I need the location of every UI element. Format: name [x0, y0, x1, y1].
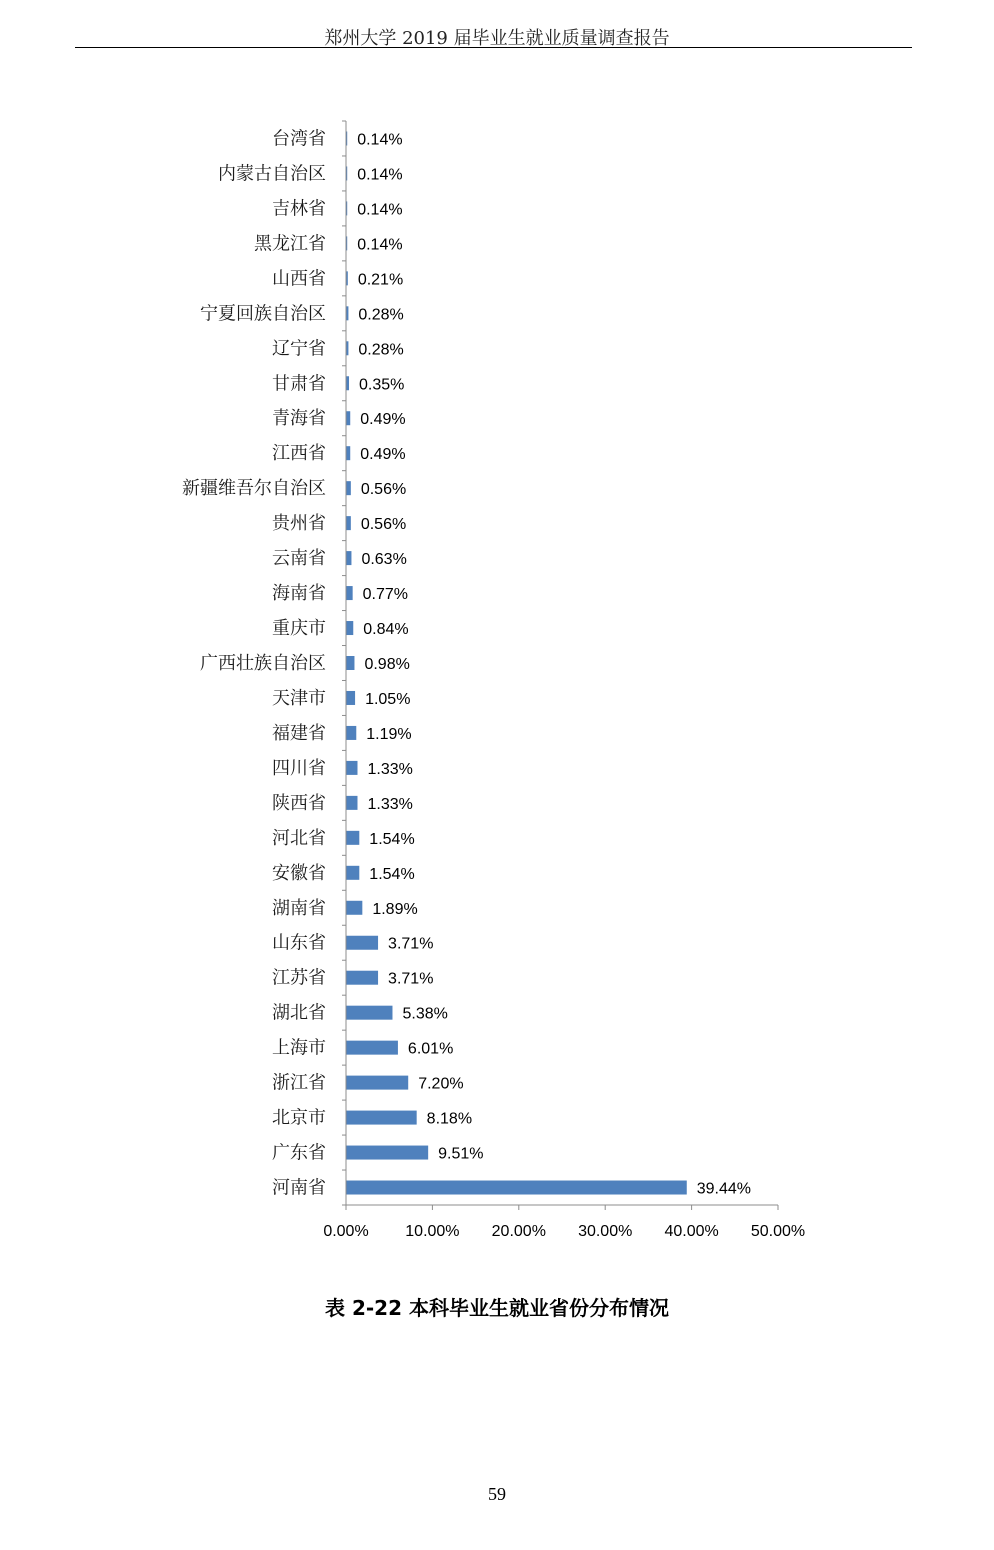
category-label: 云南省	[272, 548, 326, 570]
bar	[346, 446, 350, 460]
category-label: 北京市	[272, 1107, 326, 1129]
category-label: 海南省	[272, 583, 326, 605]
data-label: 0.28%	[358, 306, 404, 324]
data-label: 0.63%	[361, 551, 407, 569]
data-label: 0.49%	[360, 446, 406, 464]
data-label: 1.19%	[366, 725, 412, 743]
category-label: 陕西省	[272, 792, 326, 814]
category-label: 山东省	[272, 932, 326, 954]
category-label: 天津市	[272, 687, 326, 709]
bar	[346, 691, 355, 705]
category-label: 湖南省	[272, 897, 326, 919]
category-label: 重庆市	[272, 618, 326, 640]
data-label: 0.14%	[357, 201, 403, 219]
data-label: 0.28%	[358, 341, 404, 359]
x-tick-label: 30.00%	[578, 1223, 633, 1240]
category-label: 台湾省	[272, 128, 326, 150]
data-label: 3.71%	[388, 935, 434, 953]
x-tick-label: 0.00%	[323, 1223, 369, 1240]
category-label: 辽宁省	[272, 338, 326, 360]
bar	[346, 831, 359, 845]
bar	[346, 901, 362, 915]
axis-layer	[323, 121, 805, 1240]
figure-caption: 表 2-22 本科毕业生就业省份分布情况	[325, 1296, 669, 1320]
bar	[346, 656, 354, 670]
bar	[346, 1076, 408, 1090]
x-tick-label: 40.00%	[664, 1223, 719, 1240]
data-label: 0.84%	[363, 621, 409, 639]
bar	[346, 1181, 687, 1195]
bar	[346, 866, 359, 880]
bar	[346, 1146, 428, 1160]
data-label: 0.35%	[359, 376, 405, 394]
page-number: 59	[488, 1484, 506, 1504]
bar	[346, 1006, 392, 1020]
bar	[346, 621, 353, 635]
category-label: 河南省	[272, 1177, 326, 1199]
category-label: 江苏省	[272, 967, 326, 989]
category-label: 黑龙江省	[254, 233, 326, 255]
category-label: 四川省	[272, 757, 326, 779]
category-label: 广东省	[272, 1142, 326, 1164]
category-label: 贵州省	[272, 513, 326, 535]
data-label: 1.33%	[367, 795, 413, 813]
data-label: 0.21%	[357, 271, 404, 289]
data-label: 5.38%	[402, 1005, 448, 1023]
data-label: 0.14%	[357, 131, 403, 149]
category-label: 浙江省	[272, 1072, 326, 1094]
category-label: 吉林省	[272, 198, 326, 220]
bar	[346, 761, 357, 775]
category-label: 安徽省	[272, 862, 326, 884]
data-label: 0.14%	[357, 166, 403, 184]
data-label: 0.14%	[357, 236, 403, 254]
data-label: 6.01%	[407, 1040, 454, 1058]
category-label: 广西壮族自治区	[200, 653, 326, 674]
bar	[346, 971, 378, 985]
data-label: 0.56%	[360, 481, 407, 499]
data-label: 9.51%	[438, 1145, 484, 1163]
x-tick-label: 20.00%	[491, 1223, 546, 1240]
category-label: 上海市	[272, 1037, 326, 1059]
bar	[346, 481, 351, 495]
data-label: 1.54%	[369, 865, 415, 883]
data-label: 1.54%	[369, 830, 415, 848]
category-label: 宁夏回族自治区	[200, 303, 326, 325]
category-label: 福建省	[272, 722, 326, 744]
bar	[346, 516, 351, 530]
category-label: 甘肃省	[272, 373, 326, 395]
data-label: 8.18%	[426, 1110, 473, 1128]
bar	[346, 726, 356, 740]
category-label: 山西省	[272, 268, 326, 290]
data-label: 0.98%	[364, 656, 410, 673]
x-tick-label: 10.00%	[405, 1223, 460, 1240]
data-label: 0.49%	[360, 411, 406, 429]
data-label: 3.71%	[388, 970, 434, 988]
data-label: 39.44%	[696, 1180, 752, 1198]
labels-layer	[182, 128, 751, 1198]
category-label: 江西省	[272, 443, 326, 465]
data-label: 0.77%	[362, 586, 409, 604]
data-label: 1.89%	[372, 900, 418, 918]
bar	[346, 586, 353, 600]
category-label: 新疆维吾尔自治区	[182, 478, 326, 500]
category-label: 青海省	[272, 408, 326, 430]
bar	[346, 796, 357, 810]
data-label: 1.33%	[367, 760, 413, 778]
data-label: 7.20%	[418, 1075, 464, 1093]
data-label: 0.56%	[360, 516, 407, 534]
bar	[346, 411, 350, 425]
bar	[346, 1041, 398, 1055]
data-label: 1.05%	[365, 690, 411, 708]
bar	[346, 936, 378, 950]
running-header-title: 郑州大学 2019 届毕业生就业质量调查报告	[324, 28, 670, 49]
x-tick-label: 50.00%	[750, 1223, 806, 1240]
category-label: 内蒙古自治区	[218, 163, 326, 185]
bar	[346, 1111, 417, 1125]
category-label: 湖北省	[272, 1002, 326, 1024]
category-label: 河北省	[272, 827, 326, 849]
bar	[346, 551, 351, 565]
